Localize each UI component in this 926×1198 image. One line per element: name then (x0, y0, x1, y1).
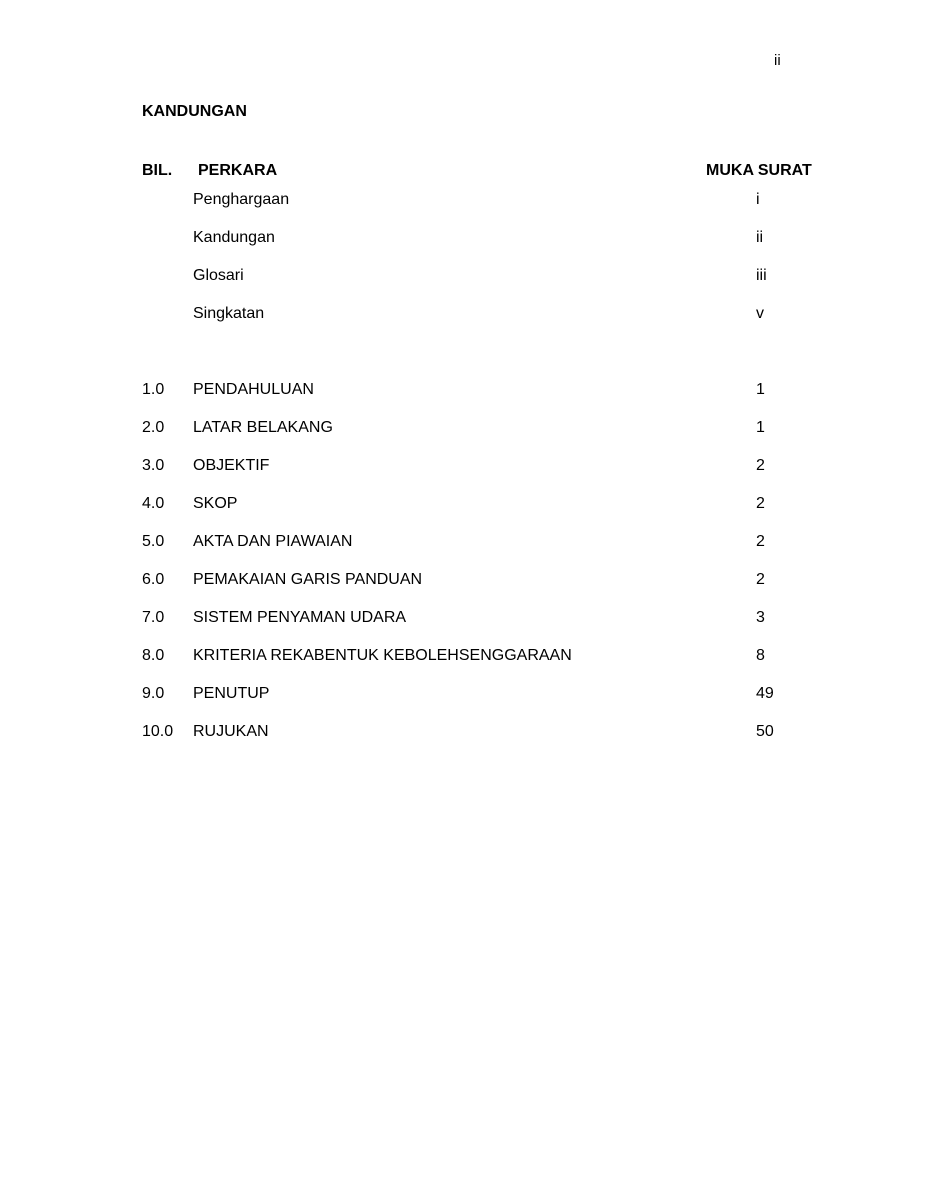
toc-section-page: 8 (756, 647, 765, 664)
toc-section-item (0, 647, 926, 669)
toc-section-title: AKTA DAN PIAWAIAN (193, 533, 353, 550)
toc-section-item (0, 457, 926, 479)
toc-section-number: 5.0 (142, 533, 165, 550)
header-perkara: PERKARA (198, 162, 278, 179)
toc-item-page: i (756, 191, 760, 208)
toc-section-title: RUJUKAN (193, 723, 269, 740)
toc-section-page: 50 (756, 723, 774, 740)
header-bil: BIL. (142, 162, 173, 179)
toc-section-title: SISTEM PENYAMAN UDARA (193, 609, 407, 626)
toc-front-item (0, 191, 926, 213)
toc-item-title: Kandungan (193, 229, 275, 246)
toc-section-title: LATAR BELAKANG (193, 419, 333, 436)
toc-section-title: PEMAKAIAN GARIS PANDUAN (193, 571, 423, 588)
toc-item-title: Glosari (193, 267, 244, 284)
toc-item-title: Penghargaan (193, 191, 290, 208)
toc-section-item (0, 723, 926, 745)
toc-section-number: 3.0 (142, 457, 165, 474)
toc-header-row (0, 162, 926, 182)
toc-section-page: 2 (756, 571, 765, 588)
page-title: KANDUNGAN (142, 103, 247, 120)
toc-section-number: 8.0 (142, 647, 165, 664)
toc-section-page: 49 (756, 685, 774, 702)
toc-section-item (0, 419, 926, 441)
toc-section-number: 6.0 (142, 571, 165, 588)
toc-front-item (0, 229, 926, 251)
toc-section-page: 3 (756, 609, 765, 626)
toc-section-item (0, 609, 926, 631)
toc-item-page: v (756, 305, 764, 322)
toc-section-page: 2 (756, 533, 765, 550)
toc-item-page: iii (756, 267, 767, 284)
toc-section-number: 1.0 (142, 381, 165, 398)
toc-section-item (0, 571, 926, 593)
toc-section-number: 2.0 (142, 419, 165, 436)
toc-section-number: 4.0 (142, 495, 165, 512)
toc-front-item (0, 305, 926, 327)
toc-section-page: 2 (756, 457, 765, 474)
toc-section-number: 10.0 (142, 723, 174, 740)
toc-section-item (0, 685, 926, 707)
toc-front-item (0, 267, 926, 289)
toc-section-title: KRITERIA REKABENTUK KEBOLEHSENGGARAAN (193, 647, 572, 664)
toc-item-title: Singkatan (193, 305, 265, 322)
toc-section-item (0, 381, 926, 403)
toc-section-page: 2 (756, 495, 765, 512)
toc-section-item (0, 495, 926, 517)
toc-section-title: OBJEKTIF (193, 457, 270, 474)
toc-section-page: 1 (756, 419, 765, 436)
toc-section-page: 1 (756, 381, 765, 398)
toc-section-title: SKOP (193, 495, 238, 512)
toc-section-item (0, 533, 926, 555)
toc-section-title: PENUTUP (193, 685, 270, 702)
toc-section-title: PENDAHULUAN (193, 381, 314, 398)
toc-section-number: 9.0 (142, 685, 165, 702)
header-muka-surat: MUKA SURAT (706, 162, 812, 179)
toc-section-number: 7.0 (142, 609, 165, 626)
page-number: ii (774, 52, 781, 69)
toc-item-page: ii (756, 229, 764, 246)
